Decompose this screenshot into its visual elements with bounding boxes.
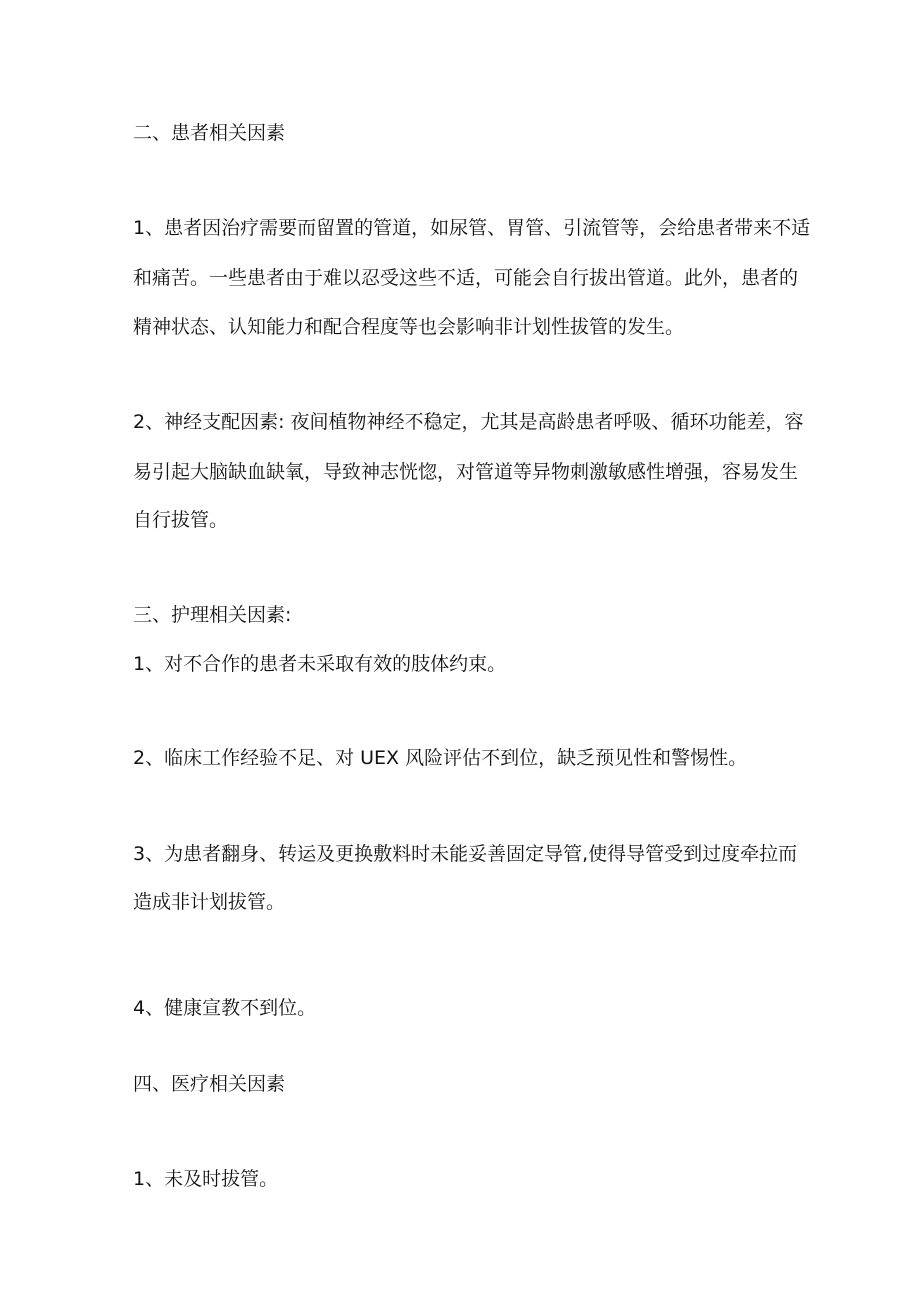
text-line: 精神状态、认知能力和配合程度等也会影响非计划性拔管的发生。 [133,316,685,338]
paragraph-nursing-factors-1: 1、对不合作的患者未采取有效的肢体约束。 [133,653,507,675]
text-line: 3、为患者翻身、转运及更换敷料时未能妥善固定导管,使得导管受到过度牵拉而 [133,843,798,865]
text-line: 和痛苦。一些患者由于难以忍受这些不适，可能会自行拔出管道。此外，患者的 [133,267,799,289]
text-line: 易引起大脑缺血缺氧，导致神志恍惚，对管道等异物刺激敏感性增强，容易发生 [133,461,799,483]
text-line: 自行拔管。 [133,509,229,531]
text-line: 造成非计划拔管。 [133,891,286,913]
section-heading-patient-factors: 二、患者相关因素 [133,122,286,144]
text-line: 2、神经支配因素: 夜间植物神经不稳定，尤其是高龄患者呼吸、循环功能差，容 [133,411,804,433]
paragraph-medical-factors-1: 1、未及时拔管。 [133,1168,279,1190]
section-heading-nursing-factors: 三、护理相关因素: [133,604,292,626]
paragraph-nursing-factors-4: 4、健康宣教不到位。 [133,997,317,1019]
paragraph-nursing-factors-2: 2、临床工作经验不足、对 UEX 风险评估不到位，缺乏预见性和警惕性。 [133,747,748,769]
section-heading-medical-factors: 四、医疗相关因素 [133,1073,286,1095]
text-line: 1、患者因治疗需要而留置的管道，如尿管、胃管、引流管等，会给患者带来不适 [133,217,811,239]
